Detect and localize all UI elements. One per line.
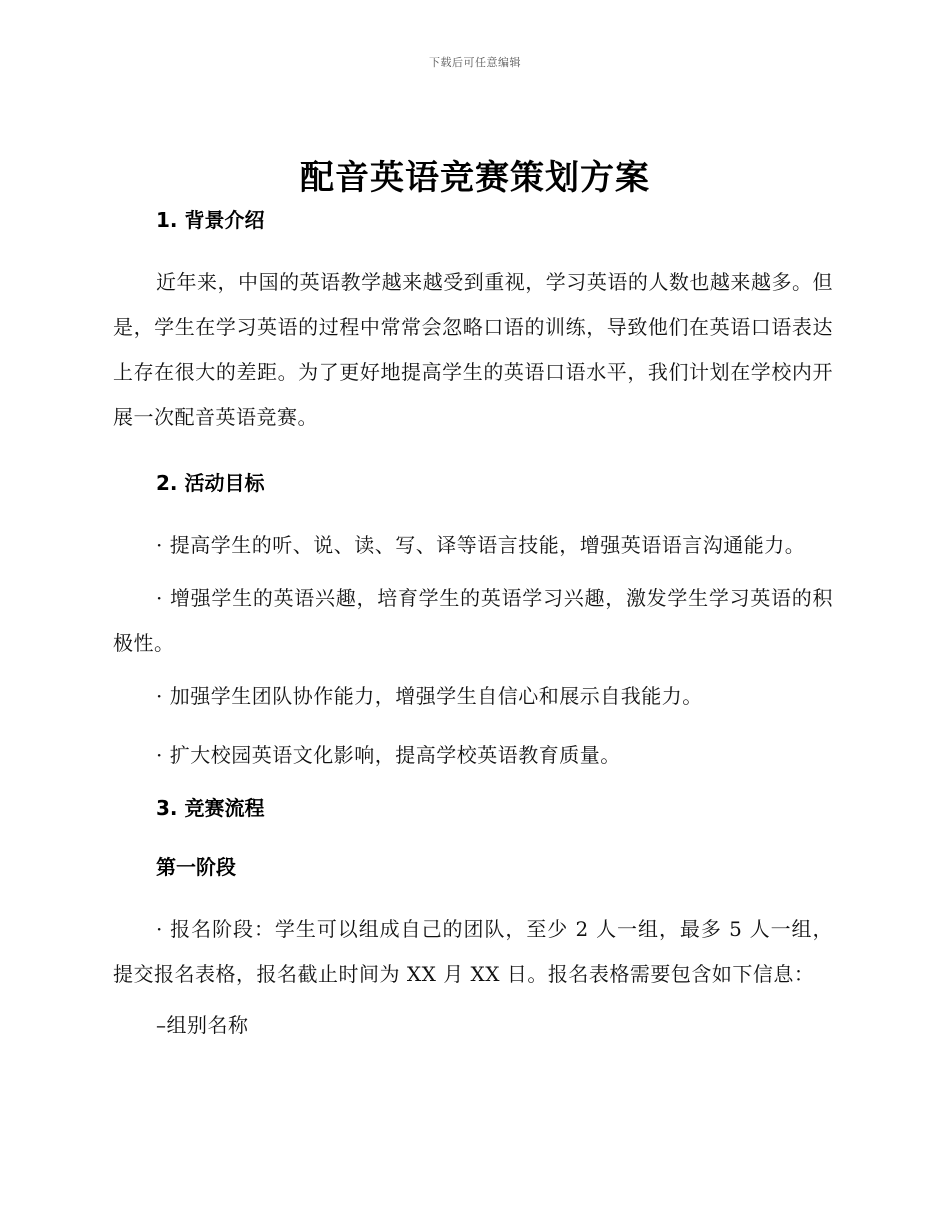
bullet-registration: · 报名阶段：学生可以组成自己的团队，至少 2 人一组，最多 5 人一组，提交报名表格，报名截止时间为 XX 月 XX 日。报名表格需要包含如下信息： <box>113 917 833 986</box>
bullet-goal-2: · 增强学生的英语兴趣，培育学生的英语学习兴趣，激发学生学习英语的积极性。 <box>113 586 833 655</box>
section-heading-goals: 2. 活动目标 <box>156 471 265 495</box>
list-item-group-name: –组别名称 <box>156 1013 249 1037</box>
bullet-goal-4: · 扩大校园英语文化影响，提高学校英语教育质量。 <box>156 743 621 767</box>
paragraph-background: 近年来，中国的英语教学越来越受到重视，学习英语的人数也越来越多。但是，学生在学习英语的过程中常常会忽略口语的训练，导致他们在英语口语表达上存在很大的差距。为了更好地提高学生的英语口语水平，我们计划在学校内开展一次配音英语竞赛。 <box>113 270 833 429</box>
section-heading-process: 3. 竞赛流程 <box>156 796 265 820</box>
document-body <box>113 204 833 1048</box>
document-title: 配音英语竞赛策划方案 <box>300 158 650 198</box>
subheading-stage-one: 第一阶段 <box>156 855 236 879</box>
bullet-goal-1: · 提高学生的听、说、读、写、译等语言技能，增强英语语言沟通能力。 <box>156 533 806 557</box>
page-header-note: 下载后可任意编辑 <box>429 56 521 69</box>
bullet-goal-3: · 加强学生团队协作能力，增强学生自信心和展示自我能力。 <box>156 684 703 708</box>
section-heading-background: 1. 背景介绍 <box>156 208 265 232</box>
